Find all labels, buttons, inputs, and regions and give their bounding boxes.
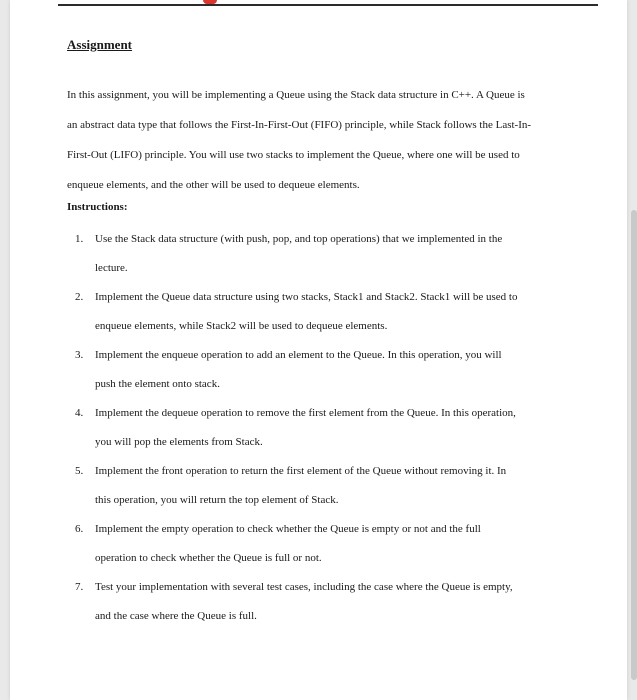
item-line: Implement the Queue data structure using two stacks, Stack1 and Stack2. Stack1 will be used to <box>95 291 518 303</box>
top-rule <box>58 4 598 6</box>
item-line: this operation, you will return the top element of Stack. <box>95 494 339 506</box>
intro-line: an abstract data type that follows the First-In-First-Out (FIFO) principle, while Stack follows the Last-In- <box>67 119 532 131</box>
intro-paragraph <box>67 80 602 200</box>
list-item <box>10 283 627 341</box>
item-line: you will pop the elements from Stack. <box>95 436 263 448</box>
item-number: 6. <box>75 523 84 535</box>
item-line: Test your implementation with several test cases, including the case where the Queue is empty, <box>95 581 513 593</box>
scrollbar[interactable] <box>631 210 637 680</box>
item-number: 1. <box>75 233 84 245</box>
instructions-list <box>10 225 627 631</box>
item-line: and the case where the Queue is full. <box>95 610 257 622</box>
list-item <box>10 341 627 399</box>
intro-line: First-Out (LIFO) principle. You will use two stacks to implement the Queue, where one will be used to <box>67 149 520 161</box>
list-item <box>10 225 627 283</box>
item-line: Implement the front operation to return the first element of the Queue without removing it. In <box>95 465 507 477</box>
item-number: 7. <box>75 581 84 593</box>
item-line: Use the Stack data structure (with push, pop, and top operations) that we implemented in the <box>95 233 503 245</box>
assignment-heading: Assignment <box>67 37 133 52</box>
list-item <box>10 515 627 573</box>
intro-line: In this assignment, you will be implementing a Queue using the Stack data structure in C++. A Queue is <box>67 89 525 101</box>
item-line: operation to check whether the Queue is full or not. <box>95 552 322 564</box>
list-item <box>10 573 627 631</box>
intro-line: enqueue elements, and the other will be used to dequeue elements. <box>67 179 360 191</box>
red-mark-decoration <box>203 0 217 4</box>
list-item <box>10 457 627 515</box>
instructions-label: Instructions: <box>67 201 128 213</box>
item-number: 4. <box>75 407 84 419</box>
item-line: Implement the empty operation to check whether the Queue is empty or not and the full <box>95 523 481 535</box>
document-page <box>10 0 627 700</box>
item-number: 2. <box>75 291 84 303</box>
item-line: enqueue elements, while Stack2 will be used to dequeue elements. <box>95 320 388 332</box>
item-number: 5. <box>75 465 84 477</box>
item-line: lecture. <box>95 262 128 274</box>
item-line: Implement the enqueue operation to add an element to the Queue. In this operation, you will <box>95 349 502 361</box>
item-line: Implement the dequeue operation to remove the first element from the Queue. In this operation, <box>95 407 516 419</box>
item-line: push the element onto stack. <box>95 378 220 390</box>
item-number: 3. <box>75 349 84 361</box>
list-item <box>10 399 627 457</box>
